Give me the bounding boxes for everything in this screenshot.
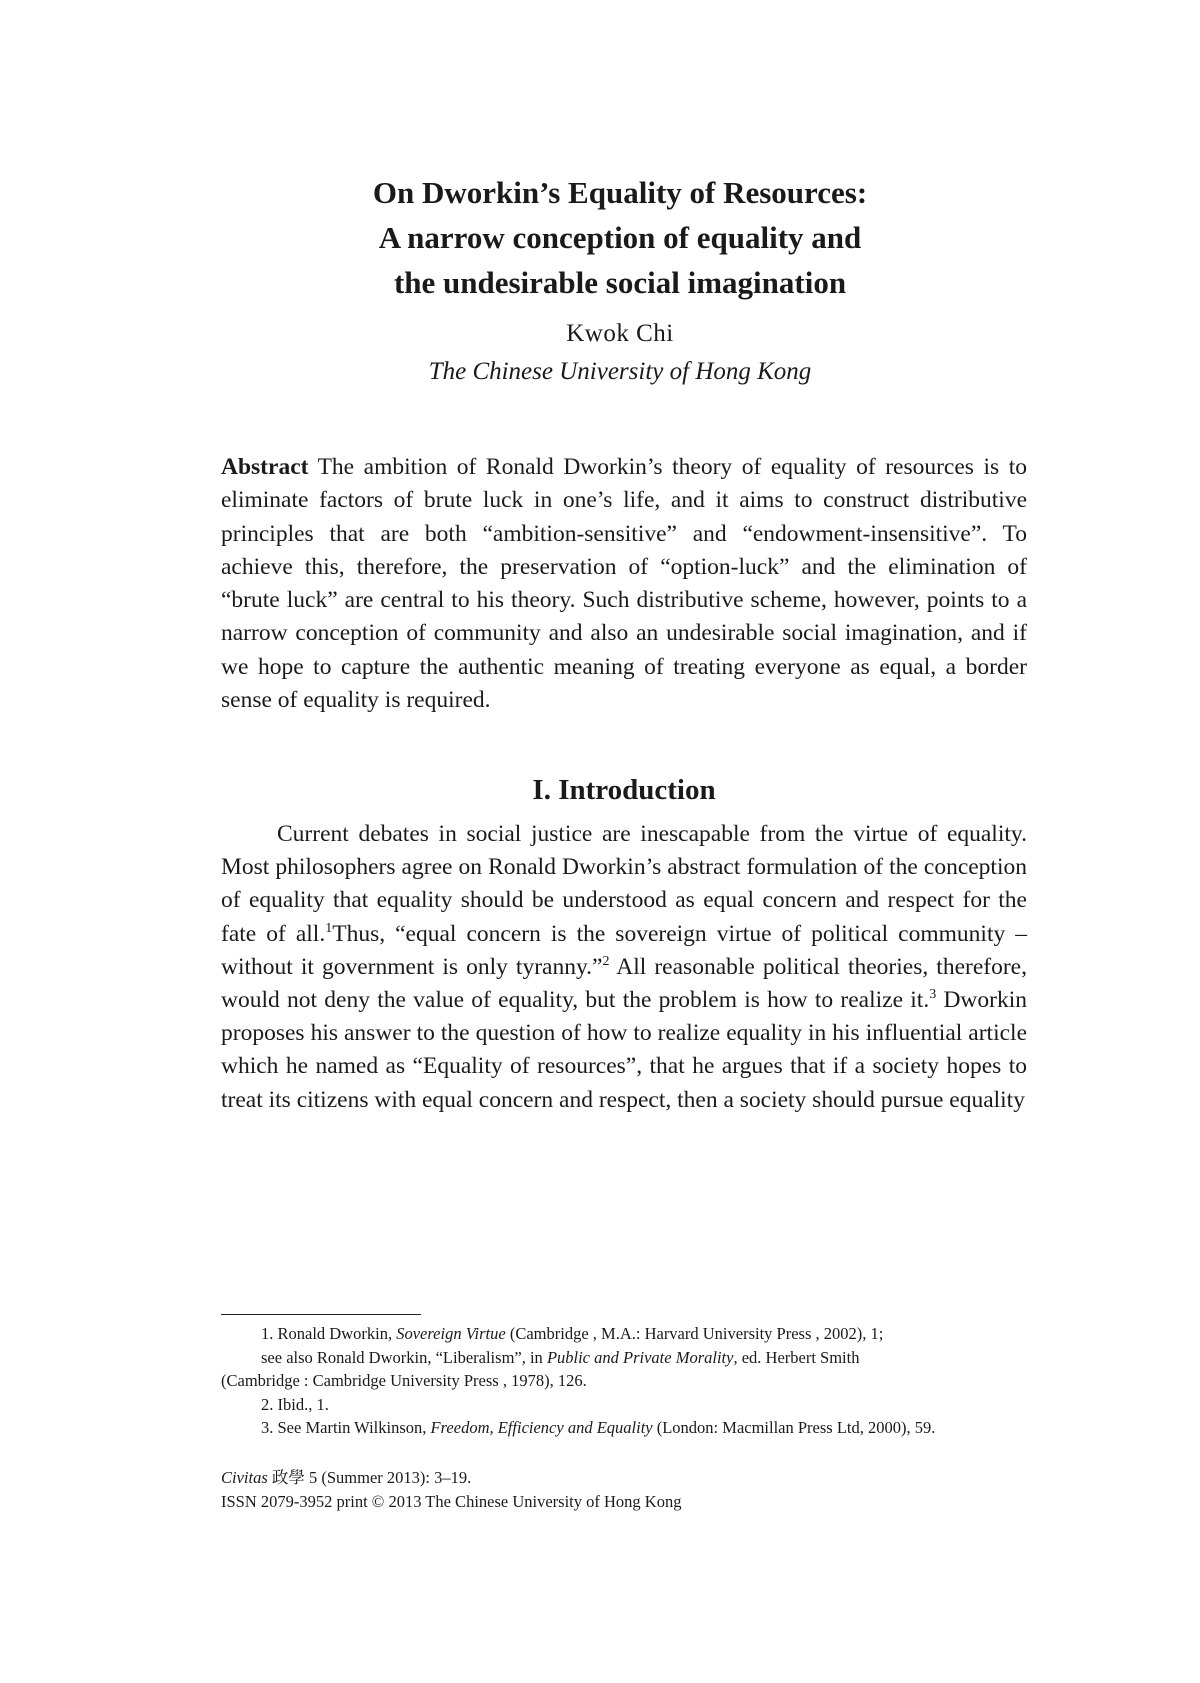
footnote-ref-2[interactable]: 2 (602, 953, 610, 969)
intro-text-part-1: Current debates in social justice are inescapable from the virtue of equality. Most philosophers agree on Ronald Dworkin’s abstract formulation of the conception of equality that equality should be understood as equal concern and respect for the fate of all. (221, 821, 1027, 947)
footnote-divider (221, 1314, 421, 1315)
author-name: Kwok Chi (566, 320, 674, 347)
abstract-text: The ambition of Ronald Dworkin’s theory of equality of resources is to eliminate factors of brute luck in one’s life, and it aims to construct distributive principles that are both “ambition-sensitive” and “endowment-insensitive”. To achieve this, therefore, the preservation of “option-luck” and the elimination of “brute luck” are central to his theory. Such distributive scheme, however, points to a narrow conception of community and also an undesirable social imagination, and if we hope to capture the authentic meaning of treating everyone as equal, a border sense of equality is required. (221, 454, 1027, 714)
footnote-1-continued (221, 1346, 1027, 1370)
footnote-2: 2. Ibid., 1. (261, 1394, 329, 1414)
footnote-1-title-2: Public and Private Morality (546, 1347, 734, 1367)
journal-name: Civitas (221, 1468, 268, 1487)
title-line-3: the undesirable social imagination (393, 265, 847, 300)
footnote-1-prefix: 1. Ronald Dworkin, (261, 1324, 397, 1343)
footnote-ref-3[interactable]: 3 (929, 987, 937, 1003)
section-heading-introduction: I. Introduction (532, 774, 716, 806)
title-line-1: On Dworkin’s Equality of Resources: (372, 175, 868, 210)
journal-citation (221, 1466, 1027, 1490)
intro-text-part-4: Dworkin proposes his answer to the question of how to realize equality in his influential article which he named as “Equality of resources”, that he argues that if a society hopes to treat its citizens with equal concern and respect, then a society should pursue equality (221, 987, 1027, 1113)
abstract-label: Abstract (221, 454, 309, 480)
issn-line: ISSN 2079-3952 print © 2013 The Chinese University of Hong Kong (221, 1492, 682, 1511)
footnote-3-prefix: 3. See Martin Wilkinson, (261, 1418, 431, 1437)
journal-issue: 5 (Summer 2013): 3–19. (304, 1468, 472, 1487)
footnote-1-tail: (Cambridge : Cambridge University Press , 1978), 126. (221, 1371, 587, 1390)
footnote-1-publisher-1: (Cambridge , M.A.: Harvard University Press , 2002), 1; (505, 1324, 884, 1343)
footnotes (221, 1322, 1027, 1440)
footnote-3-title: Freedom, Efficiency and Equality (430, 1418, 653, 1437)
journal-name-cn: 政學 (267, 1468, 305, 1487)
footnote-1-see-also: see also Ronald Dworkin, “Liberalism”, in (261, 1347, 547, 1367)
footnote-1-editor: , ed. Herbert Smith (733, 1347, 860, 1367)
intro-text-part-3: All reasonable political theories, therefore, would not deny the value of equality, but the problem is how to realize it. (221, 953, 1027, 1014)
footnote-ref-1[interactable]: 1 (325, 920, 333, 936)
footnote-1 (221, 1322, 1027, 1346)
publication-info (221, 1466, 1027, 1514)
title-block (220, 170, 1020, 391)
introduction-paragraph (221, 818, 1027, 1117)
footnote-1-title-1: Sovereign Virtue (396, 1324, 506, 1343)
author-affiliation: The Chinese University of Hong Kong (428, 358, 812, 385)
abstract (221, 451, 1027, 717)
footnote-3 (221, 1416, 1027, 1440)
footnote-3-tail: (London: Macmillan Press Ltd, 2000), 59. (652, 1418, 936, 1437)
title-line-2: A narrow conception of equality and (378, 220, 862, 255)
intro-text-part-2: Thus, “equal concern is the sovereign virtue of political community – without it government is only tyranny.” (221, 920, 1028, 980)
